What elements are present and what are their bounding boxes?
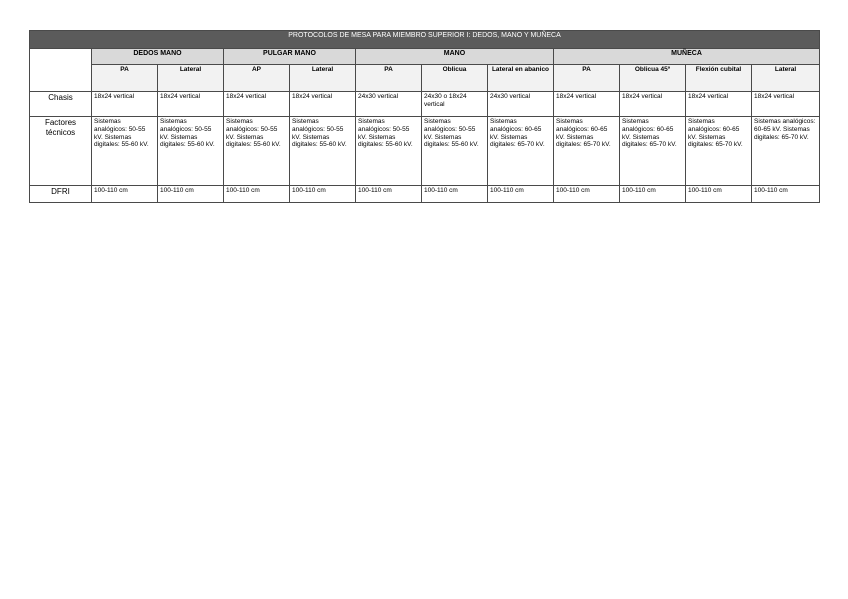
projection-header: Flexión cubital xyxy=(686,65,752,92)
table-cell: 100-110 cm xyxy=(290,186,356,203)
table-cell: 100-110 cm xyxy=(356,186,422,203)
table-cell: 100-110 cm xyxy=(92,186,158,203)
corner-cell xyxy=(30,49,92,92)
projection-header: Oblicua 45º xyxy=(620,65,686,92)
group-header-muneca: MUÑECA xyxy=(554,49,820,65)
table-cell: Sistemas analógicos: 60-65 kV. Sistemas digitales: 65-70 kV. xyxy=(620,117,686,186)
table-cell: Sistemas analógicos: 60-65 kV. Sistemas digitales: 65-70 kV. xyxy=(488,117,554,186)
table-row-factores xyxy=(30,117,820,186)
group-header-pulgar-mano: PULGAR MANO xyxy=(224,49,356,65)
table-cell: 100-110 cm xyxy=(224,186,290,203)
table-cell: Sistemas analógicos: 60-65 kV. Sistemas digitales: 65-70 kV. xyxy=(554,117,620,186)
group-header-mano: MANO xyxy=(356,49,554,65)
table-cell: 100-110 cm xyxy=(158,186,224,203)
table-cell: 18x24 vertical xyxy=(290,92,356,117)
table-cell: Sistemas analógicos: 60-65 kV. Sistemas digitales: 65-70 kV. xyxy=(686,117,752,186)
projection-header: AP xyxy=(224,65,290,92)
table-cell: Sistemas analógicos: 50-55 kV. Sistemas digitales: 55-60 kV. xyxy=(158,117,224,186)
projection-header: PA xyxy=(554,65,620,92)
title-row xyxy=(30,31,820,49)
table-cell: 18x24 vertical xyxy=(752,92,820,117)
table-cell: Sistemas analógicos: 50-55 kV. Sistemas digitales: 55-60 kV. xyxy=(356,117,422,186)
table-cell: 18x24 vertical xyxy=(158,92,224,117)
row-label-factores: Factores técnicos xyxy=(30,117,92,186)
table-cell: 100-110 cm xyxy=(488,186,554,203)
table-row-dfri xyxy=(30,186,820,203)
table-cell: 100-110 cm xyxy=(752,186,820,203)
table-title: PROTOCOLOS DE MESA PARA MIEMBRO SUPERIOR I: DEDOS, MANO Y MUÑECA xyxy=(30,31,820,49)
projection-header: Lateral en abanico xyxy=(488,65,554,92)
table-cell: 18x24 vertical xyxy=(92,92,158,117)
group-row xyxy=(30,49,820,65)
table-cell: 100-110 cm xyxy=(620,186,686,203)
projection-header: Lateral xyxy=(290,65,356,92)
projection-header: Lateral xyxy=(158,65,224,92)
table-cell: 24x30 vertical xyxy=(356,92,422,117)
table-cell: Sistemas analógicos: 50-55 kV. Sistemas digitales: 55-60 kV. xyxy=(290,117,356,186)
table-row-chasis xyxy=(30,92,820,117)
group-header-dedos-mano: DEDOS MANO xyxy=(92,49,224,65)
table-cell: 18x24 vertical xyxy=(686,92,752,117)
table-cell: Sistemas analógicos: 50-55 kV. Sistemas digitales: 55-60 kV. xyxy=(92,117,158,186)
projection-header: Lateral xyxy=(752,65,820,92)
projection-header: PA xyxy=(356,65,422,92)
table-cell: 100-110 cm xyxy=(554,186,620,203)
projection-header: Oblicua xyxy=(422,65,488,92)
protocol-table xyxy=(29,30,820,203)
table-cell: 18x24 vertical xyxy=(620,92,686,117)
table-cell: 18x24 vertical xyxy=(224,92,290,117)
table-cell: 24x30 vertical xyxy=(488,92,554,117)
table-cell: 24x30 o 18x24 vertical xyxy=(422,92,488,117)
projection-header: PA xyxy=(92,65,158,92)
row-label-chasis: Chasis xyxy=(30,92,92,117)
table-cell: 100-110 cm xyxy=(686,186,752,203)
table-cell: 18x24 vertical xyxy=(554,92,620,117)
table-cell: Sistemas analógicos: 60-65 kV. Sistemas digitales: 65-70 kV. xyxy=(752,117,820,186)
table-cell: Sistemas analógicos: 50-55 kV. Sistemas digitales: 55-60 kV. xyxy=(224,117,290,186)
table-cell: 100-110 cm xyxy=(422,186,488,203)
table-cell: Sistemas analógicos: 50-55 kV. Sistemas digitales: 55-60 kV. xyxy=(422,117,488,186)
row-label-dfri: DFRI xyxy=(30,186,92,203)
projection-row xyxy=(30,65,820,92)
